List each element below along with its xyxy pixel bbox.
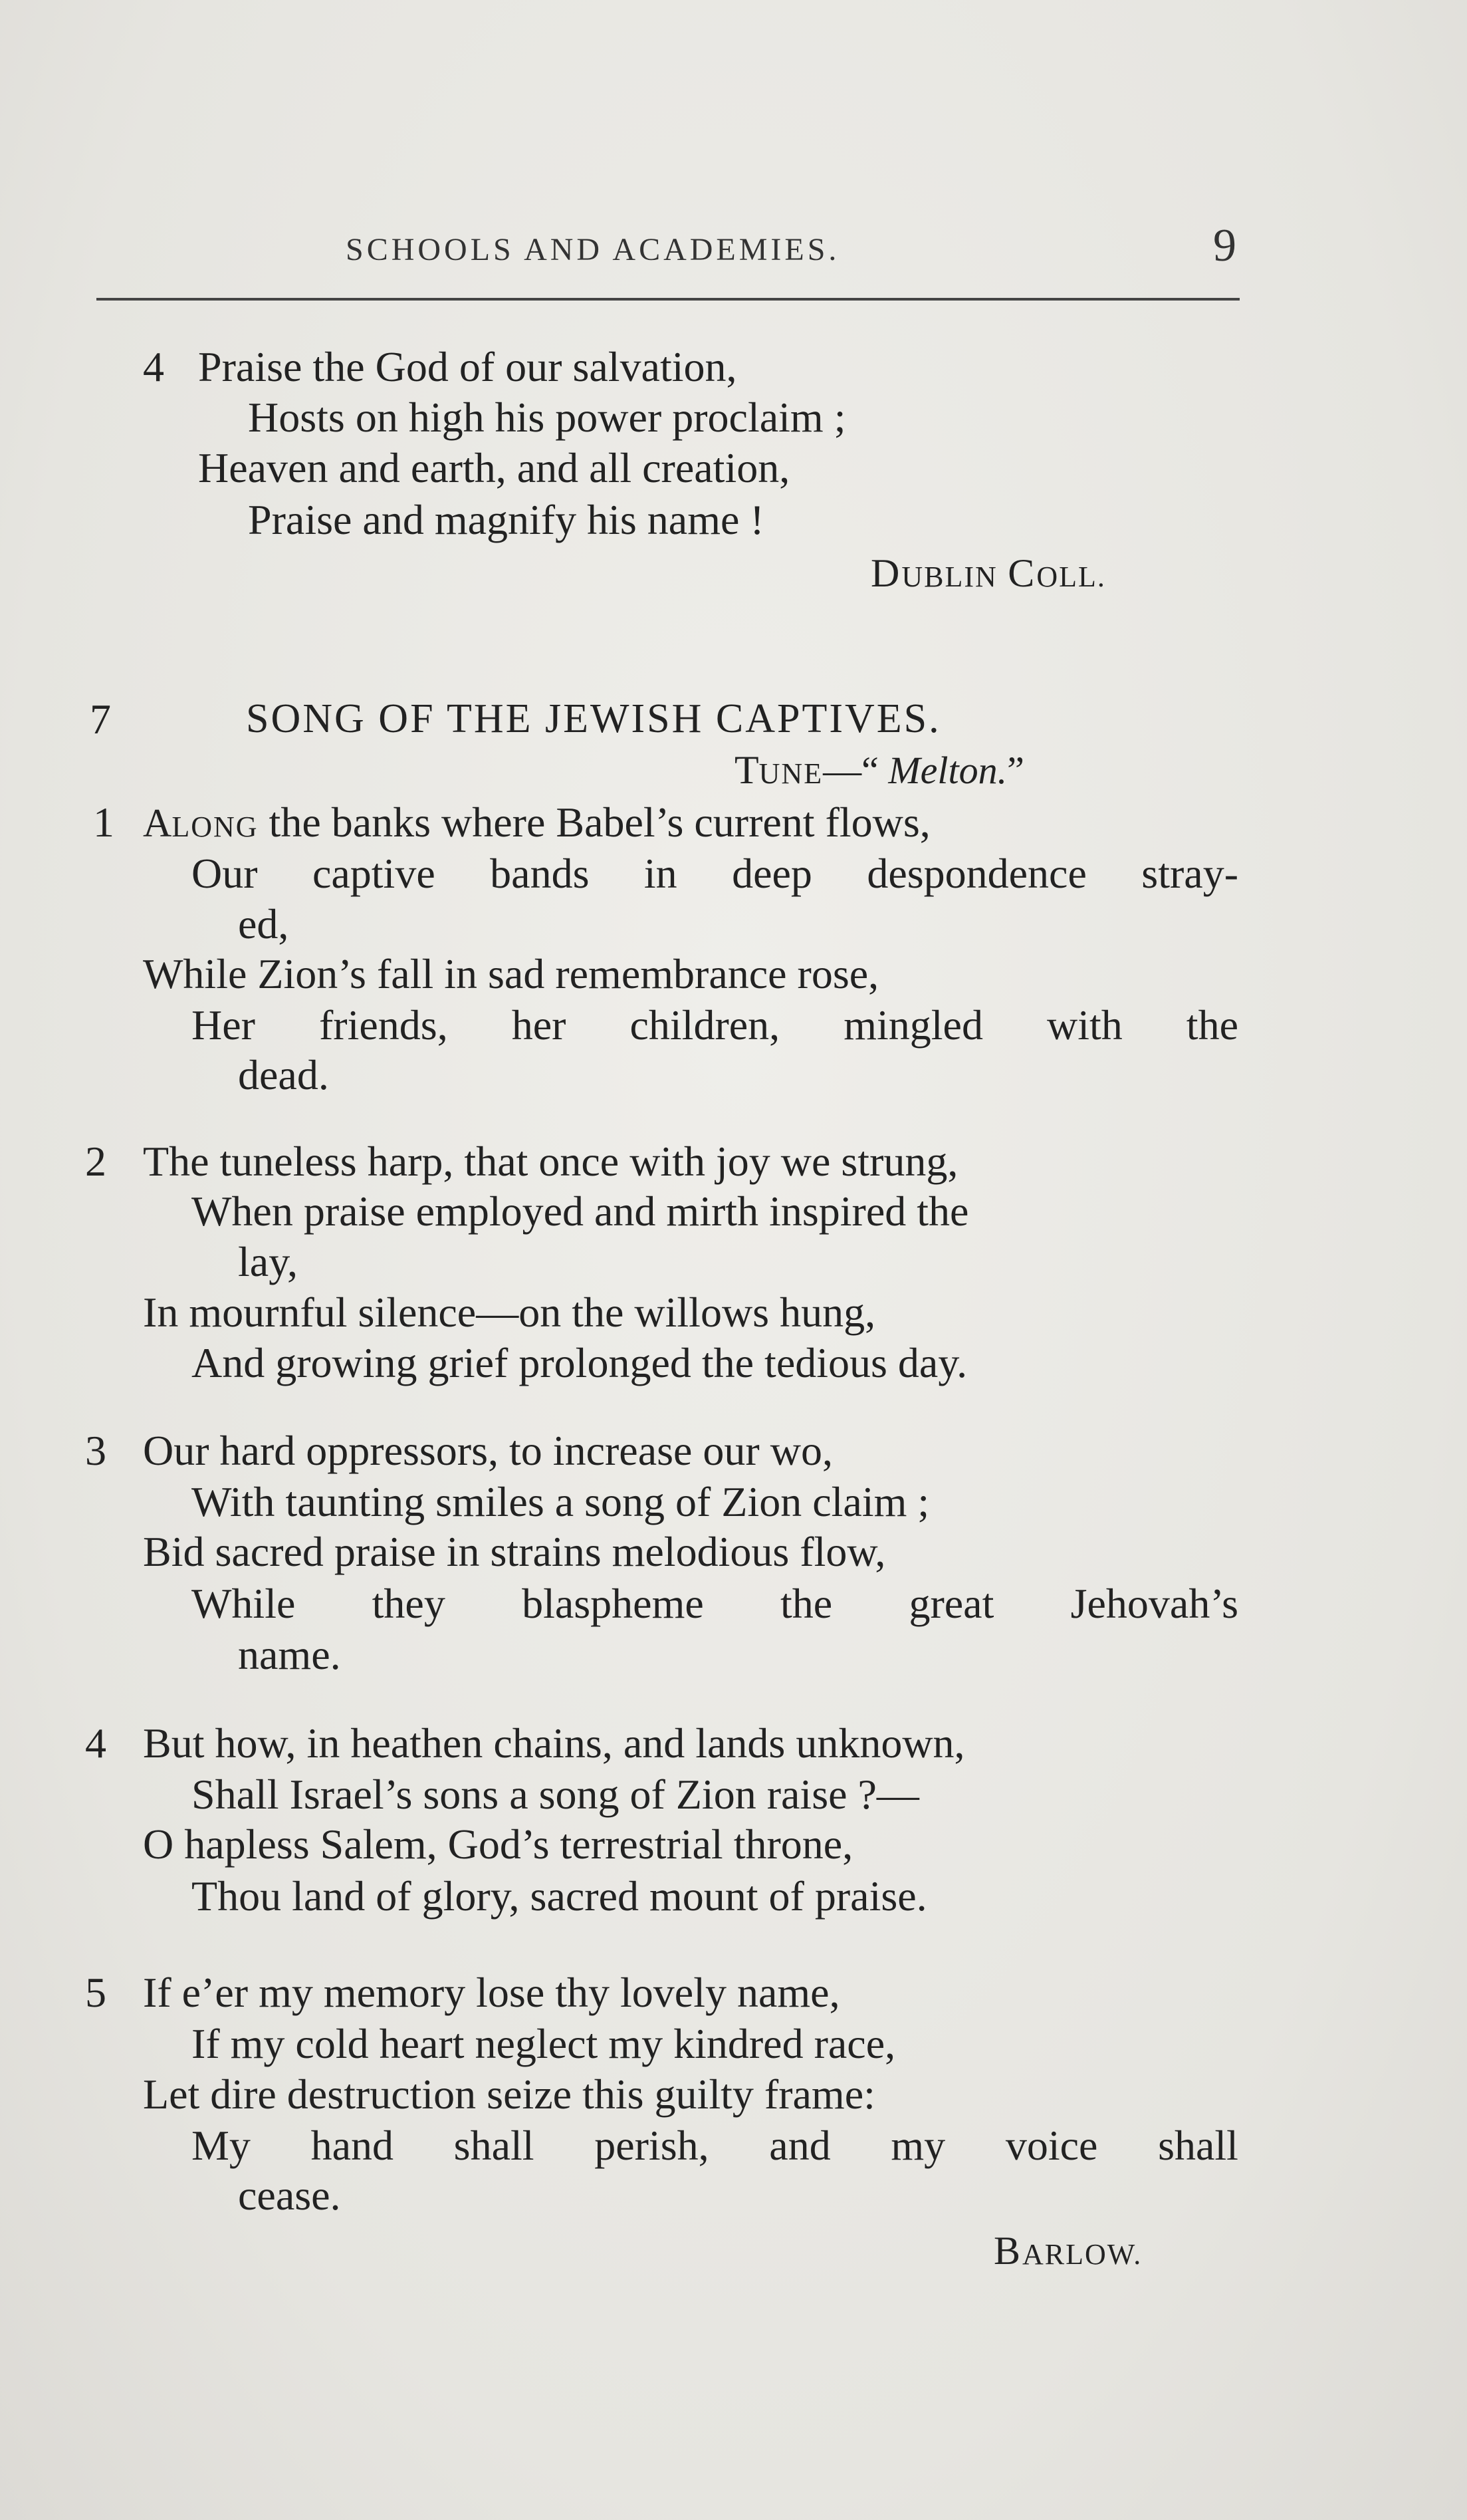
- verse-line-continuation: ed,: [238, 900, 289, 947]
- verse-line: O hapless Salem, God’s terrestrial throne,: [143, 1821, 853, 1868]
- verse-line: Heaven and earth, and all creation,: [198, 444, 790, 491]
- verse-line: If my cold heart neglect my kindred race,: [191, 2020, 896, 2067]
- verse-line: Praise and magnify his name !: [248, 496, 764, 543]
- stanza-number: 1: [93, 799, 114, 846]
- verse-line: The tuneless harp, that once with joy we strung,: [143, 1138, 959, 1185]
- prev-attribution: DUBLIN COLL.: [871, 551, 1106, 595]
- verse-line: ALONG the banks where Babel’s current flows,: [143, 799, 931, 846]
- running-head: SCHOOLS AND ACADEMIES.: [346, 232, 840, 267]
- verse-line: Our hard oppressors, to increase our wo,: [143, 1427, 833, 1474]
- verse-line: Bid sacred praise in strains melodious flow,: [143, 1528, 886, 1575]
- stanza-number: 5: [85, 1969, 106, 2016]
- verse-line: Her friends, her children, mingled with the: [191, 1001, 1238, 1049]
- prev-stanza-number: 4: [143, 343, 164, 390]
- page-number: 9: [1213, 220, 1236, 271]
- verse-line: Our captive bands in deep despondence stray-: [191, 850, 1238, 897]
- verse-line-continuation: dead.: [238, 1051, 329, 1098]
- verse-line: Praise the God of our salvation,: [198, 343, 737, 390]
- hymn-number: 7: [90, 695, 111, 743]
- verse-line: While Zion’s fall in sad remembrance rose,: [143, 950, 879, 997]
- verse-line-continuation: name.: [238, 1631, 341, 1678]
- verse-line: And growing grief prolonged the tedious day.: [191, 1339, 968, 1386]
- stanza-number: 4: [85, 1719, 106, 1767]
- verse-line: Hosts on high his power proclaim ;: [248, 394, 846, 441]
- verse-line: In mournful silence—on the willows hung,: [143, 1289, 876, 1336]
- verse-line: Thou land of glory, sacred mount of praise.: [191, 1872, 927, 1920]
- verse-line: My hand shall perish, and my voice shall: [191, 2122, 1238, 2169]
- hymn-attribution: BARLOW.: [994, 2229, 1143, 2273]
- verse-line-continuation: lay,: [238, 1238, 298, 1285]
- verse-line: With taunting smiles a song of Zion claim ;: [191, 1478, 930, 1525]
- tune-line: TUNE—“ Melton.”: [734, 748, 1024, 792]
- verse-line: But how, in heathen chains, and lands unknown,: [143, 1719, 965, 1767]
- verse-line: While they blaspheme the great Jehovah’s: [191, 1580, 1238, 1627]
- page-header: [0, 219, 1467, 279]
- hymn-title: SONG OF THE JEWISH CAPTIVES.: [246, 696, 941, 741]
- verse-line: Shall Israel’s sons a song of Zion raise ?—: [191, 1771, 919, 1818]
- verse-line: When praise employed and mirth inspired the: [191, 1188, 969, 1235]
- verse-line: Let dire destruction seize this guilty frame:: [143, 2071, 875, 2118]
- stanza-number: 3: [85, 1427, 106, 1474]
- verse-line: If e’er my memory lose thy lovely name,: [143, 1969, 840, 2016]
- verse-line-continuation: cease.: [238, 2172, 341, 2219]
- header-rule: [96, 298, 1240, 301]
- stanza-number: 2: [85, 1138, 106, 1185]
